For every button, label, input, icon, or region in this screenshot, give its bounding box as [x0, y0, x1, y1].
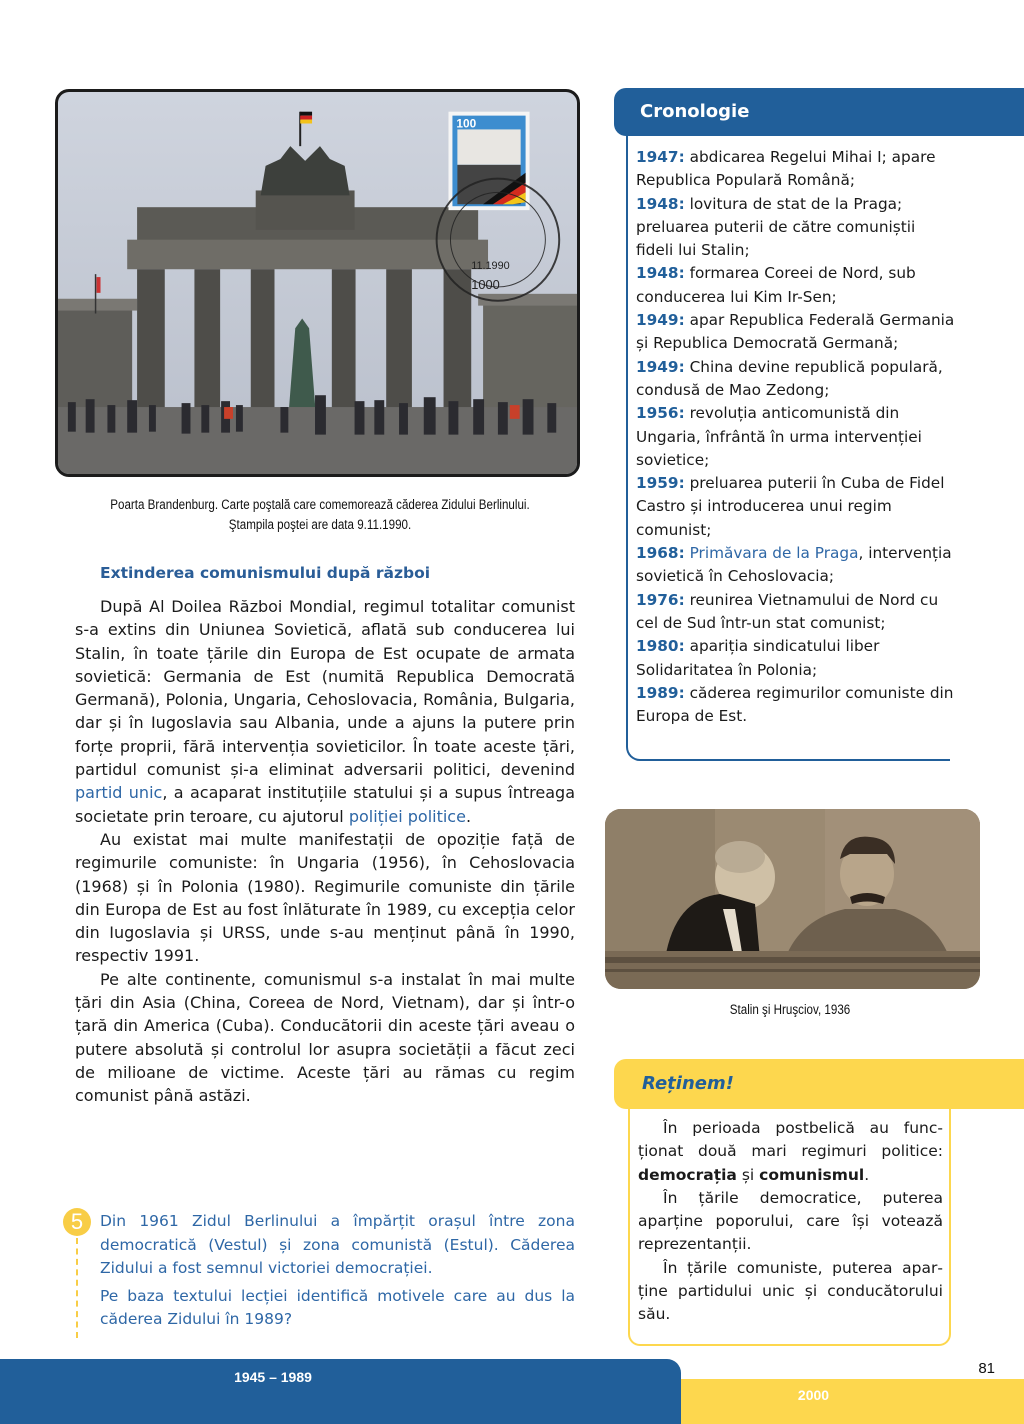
brandenburg-gate-illustration: [58, 92, 577, 474]
page-number: 81: [978, 1360, 995, 1377]
chronology-year: 1980:: [636, 637, 685, 656]
chronology-text: apariția sindicatului liber Solidaritatea în Polonia;: [636, 637, 880, 679]
footer-next-label: 2000: [797, 1387, 830, 1403]
exercise-question: Pe baza textului lecției identifică motivele care au dus la căderea Zidului în 1989?: [100, 1286, 575, 1328]
chronology-year: 1949:: [636, 311, 685, 330]
chronology-entry: [636, 472, 956, 542]
chronology-text: China devine republică populară, condusă de Mao Zedong;: [636, 357, 943, 399]
chronology-text: , intervenția sovietică în Cehoslovacia;: [636, 544, 952, 586]
retain-header: [614, 1059, 1024, 1109]
section-heading: Extinderea comunismului după război: [100, 564, 431, 582]
chronology-entry: [636, 262, 956, 309]
paragraph-other-continents: Pe alte continente, comunismul s-a instalat în mai multe țări din Asia (China, Coreea de Nord, Vietnam), dar și într-o țară din America (Cuba). Conducătorii din aceste țări aveau o putere absolută și controlul lor asupra societății a făcut zeci de milioane de victime. Aceste țări au rămas cu regim comunist până astăzi.: [75, 969, 575, 1106]
exercise-number-badge: 5: [63, 1208, 91, 1236]
chronology-entry: [636, 402, 956, 472]
glossary-term-partid-unic[interactable]: partid unic: [75, 783, 163, 803]
chronology-text: apar Republica Federală Germania și Republica Democrată Germană;: [636, 311, 955, 353]
paragraph-text: , a acaparat instituțiile statului și a supus întreaga societate prin teroare, cu ajutorul: [75, 783, 576, 826]
svg-text:100: 100: [456, 116, 477, 131]
paragraph-text: După Al Doilea Război Mondial, regimul totalitar comunist s-a extins din Uniunea Sovietică, aflată sub conducerea lui Stalin, în toate țările din Europa de Est ocupate de armata sovietică: Germania de Est (numită Republica Democrată Germană), Polonia, Ungaria, Cehoslovacia, România, Bulgaria, dar și în Iugoslavia sau Albania, unde a ajuns la putere prin forțe proprii, fără intervenția sovieticilor. În toate aceste țări, partidul comunist și-a eliminat adversarii politici, devenind: [75, 597, 575, 780]
footer-period-label: 1945 – 1989: [234, 1369, 312, 1385]
chronology-text: lovitura de stat de la Praga; preluarea puterii de către comuniștii fideli lui Stalin;: [636, 194, 916, 260]
postcard-caption-line2: Ştampila poştei are data 9.11.1990.: [228, 517, 412, 532]
chronology-text: revoluția anticomunistă din Ungaria, înfrântă în urma intervenției sovietice;: [636, 404, 922, 469]
retain-text-span: .: [864, 1165, 870, 1184]
retain-keyword-democracy: democrația: [638, 1165, 737, 1184]
exercise-text: [100, 1210, 575, 1332]
paragraph-opposition: Au existat mai multe manifestații de opoziție față de regimurile comuniste: în Ungaria (1956), în Cehoslovacia (1968) și în Polonia (1980). Regimurile comuniste din țările din Europa de Est au fost înlăturate în 1989, cu excepția celor din Iugoslavia și URSS, unde s-au menținut până în 1990, respectiv 1991.: [75, 829, 575, 966]
chronology-list: [636, 146, 956, 728]
chronology-year: 1949:: [636, 357, 685, 376]
chronology-year: 1968:: [636, 544, 685, 563]
stalin-hrusciov-illustration: [605, 809, 980, 989]
chronology-entry: [636, 356, 956, 403]
chronology-text: formarea Coreei de Nord, sub conducerea lui Kim Ir-Sen;: [636, 264, 916, 306]
footer-timeline-next: [681, 1379, 1024, 1424]
chronology-year: 1956:: [636, 404, 685, 423]
paragraph-expansion: [75, 595, 575, 828]
chronology-text: căderea regimurilor comuniste din Europa de Est.: [636, 683, 954, 726]
stalin-photo-caption: Stalin şi Hruşciov, 1936: [729, 1002, 851, 1017]
retain-title: Reținem!: [642, 1073, 734, 1094]
chronology-text: abdicarea Regelui Mihai I; apare Republica Populară Română;: [636, 148, 936, 190]
chronology-year: 1976:: [636, 590, 685, 609]
retain-paragraph: În țările democratice, puterea aparține poporului, care își votează reprezentanții.: [638, 1188, 943, 1254]
glossary-term-primavara-de-la-praga[interactable]: Primăvara de la Praga: [689, 544, 859, 563]
postcard-caption: [79, 495, 561, 535]
chronology-year: 1959:: [636, 474, 685, 493]
lesson-body-text: [75, 595, 575, 1108]
svg-text:11.1990: 11.1990: [471, 260, 510, 273]
retain-keyword-communism: comunismul: [759, 1165, 865, 1184]
chronology-entry: [636, 589, 956, 636]
retain-text-span: În perioada postbelică au funcționat două mari regimuri politice:: [638, 1119, 943, 1161]
brandenburg-gate-postcard-image: [55, 89, 580, 477]
chronology-entry: [636, 542, 956, 589]
chronology-year: 1948:: [636, 194, 685, 213]
retain-paragraph: În țările comuniste, puterea aparține partidului unic și conducătorului său.: [638, 1258, 943, 1324]
chronology-year: 1947:: [636, 148, 685, 166]
chronology-entry: [636, 146, 956, 193]
paragraph-text: .: [465, 806, 472, 826]
retain-box: [628, 1109, 951, 1346]
retain-paragraph: [638, 1117, 943, 1187]
chronology-text: preluarea puterii în Cuba de Fidel Castro și introducerea unui regim comunist;: [636, 474, 945, 539]
retain-text-span: și: [736, 1165, 760, 1184]
exercise-dashed-line: [76, 1238, 78, 1338]
chronology-title: Cronologie: [640, 101, 750, 122]
retain-text: [638, 1117, 943, 1327]
chronology-entry: [636, 193, 956, 263]
svg-text:1000: 1000: [471, 276, 500, 292]
footer-timeline-period: [0, 1359, 681, 1424]
postage-stamp: [448, 112, 529, 210]
chronology-entry: [636, 309, 956, 356]
chronology-text: reunirea Vietnamului de Nord cu cel de Sud într-un stat comunist;: [636, 590, 939, 632]
chronology-box: [626, 136, 955, 761]
chronology-year: 1948:: [636, 264, 685, 283]
glossary-term-politia-politica[interactable]: poliției politice: [348, 806, 466, 826]
chronology-entry: [636, 682, 956, 729]
postcard-caption-line1: Poarta Brandenburg. Carte poştală care comemorează căderea Zidului Berlinului.: [110, 497, 530, 512]
chronology-year: 1989:: [636, 683, 685, 702]
chronology-entry: [636, 635, 956, 682]
exercise-statement: Din 1961 Zidul Berlinului a împărțit orașul între zona democratică (Vestul) și zona comunistă (Estul). Căderea Zidului a fost semnul victoriei democrației.: [100, 1212, 575, 1277]
chronology-header: [614, 88, 1024, 136]
stalin-hrusciov-photo: [605, 809, 980, 989]
